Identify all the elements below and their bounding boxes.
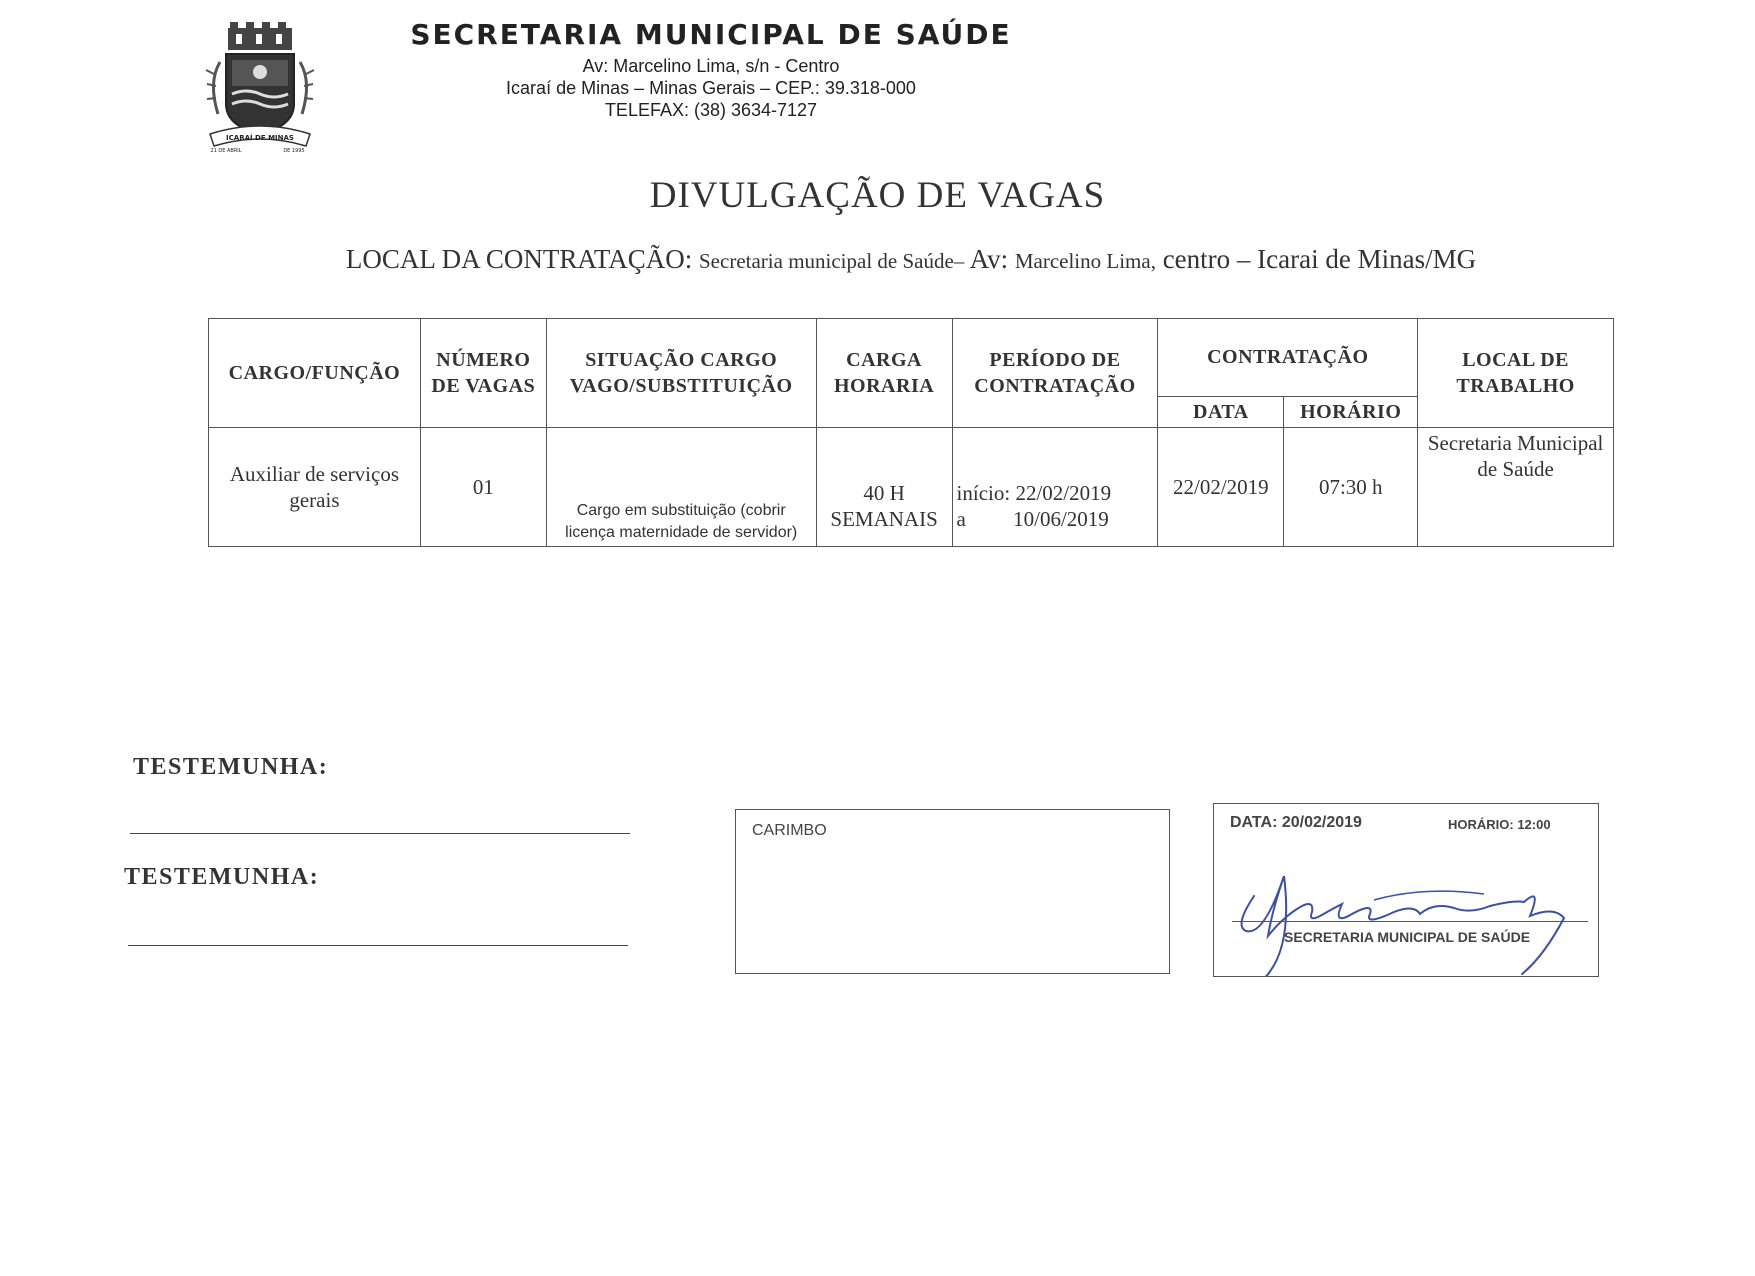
cell-numero: 01 [420,428,546,547]
institution-phone: TELEFAX: (38) 3634-7127 [604,100,818,120]
header-situacao: SITUAÇÃO CARGO VAGO/SUBSTITUIÇÃO [546,319,816,428]
svg-text:21 DE ABRIL: 21 DE ABRIL [210,148,242,154]
receipt-date: DATA: 20/02/2019 [1230,814,1362,831]
stamp-box [735,809,1170,974]
stamp-label: CARIMBO [752,822,827,839]
header-carga: CARGA HORARIA [816,319,952,428]
witness-signature-line-2[interactable] [128,945,628,946]
cell-periodo [952,428,1158,547]
institution-address: Av: Marcelino Lima, s/n - Centro [582,56,840,76]
hiring-location-av: Av: [969,244,1009,274]
hiring-location-label: LOCAL DA CONTRATAÇÃO: [345,244,693,274]
header-local: LOCAL DE TRABALHO [1418,319,1614,428]
cell-cargo: Auxiliar de serviços gerais [209,428,421,547]
header-data: DATA [1158,396,1284,427]
header-cargo: CARGO/FUNÇÃO [209,319,421,428]
cell-data: 22/02/2019 [1158,428,1284,547]
hiring-location-city: centro – Icarai de Minas/MG [1162,244,1477,274]
header-numero: NÚMERO DE VAGAS [420,319,546,428]
cell-local: Secretaria Municipal de Saúde [1418,428,1614,547]
signer-name: SECRETARIA MUNICIPAL DE SAÚDE [1284,929,1531,945]
cell-situacao: Cargo em substituição (cobrir licença maternidade de servidor) [546,428,816,547]
institution-name: SECRETARIA MUNICIPAL DE SAÚDE [410,18,1012,51]
cell-carga: 40 H SEMANAIS [816,428,952,547]
periodo-inicio: início: 22/02/2019 [956,481,1112,505]
periodo-fim: a 10/06/2019 [956,507,1109,531]
table-row [209,428,1614,547]
signature-line [1232,921,1588,922]
svg-text:ICARAÍ DE MINAS: ICARAÍ DE MINAS [226,134,294,142]
header-horario: HORÁRIO [1284,396,1418,427]
institution-city: Icaraí de Minas – Minas Gerais – CEP.: 39.318-000 [506,78,916,98]
witness-signature-line-1[interactable] [130,833,630,834]
table-header-row [209,319,1614,397]
cell-horario: 07:30 h [1284,428,1418,547]
receipt-time: HORÁRIO: 12:00 [1448,817,1551,832]
receipt-box [1213,803,1599,977]
hiring-location [0,244,1755,275]
witness-label-1: TESTEMUNHA: [133,754,329,780]
hiring-location-street: Marcelino Lima, [1014,249,1156,273]
hiring-location-place: Secretaria municipal de Saúde– [699,249,965,273]
svg-text:DE 1995: DE 1995 [283,148,305,154]
vacancy-table [208,318,1614,547]
signature-icon [1224,856,1594,976]
witness-label-2: TESTEMUNHA: [124,864,320,890]
header-contratacao: CONTRATAÇÃO [1158,319,1418,397]
header-periodo: PERÍODO DE CONTRATAÇÃO [952,319,1158,428]
document-title: DIVULGAÇÃO DE VAGAS [649,175,1106,216]
